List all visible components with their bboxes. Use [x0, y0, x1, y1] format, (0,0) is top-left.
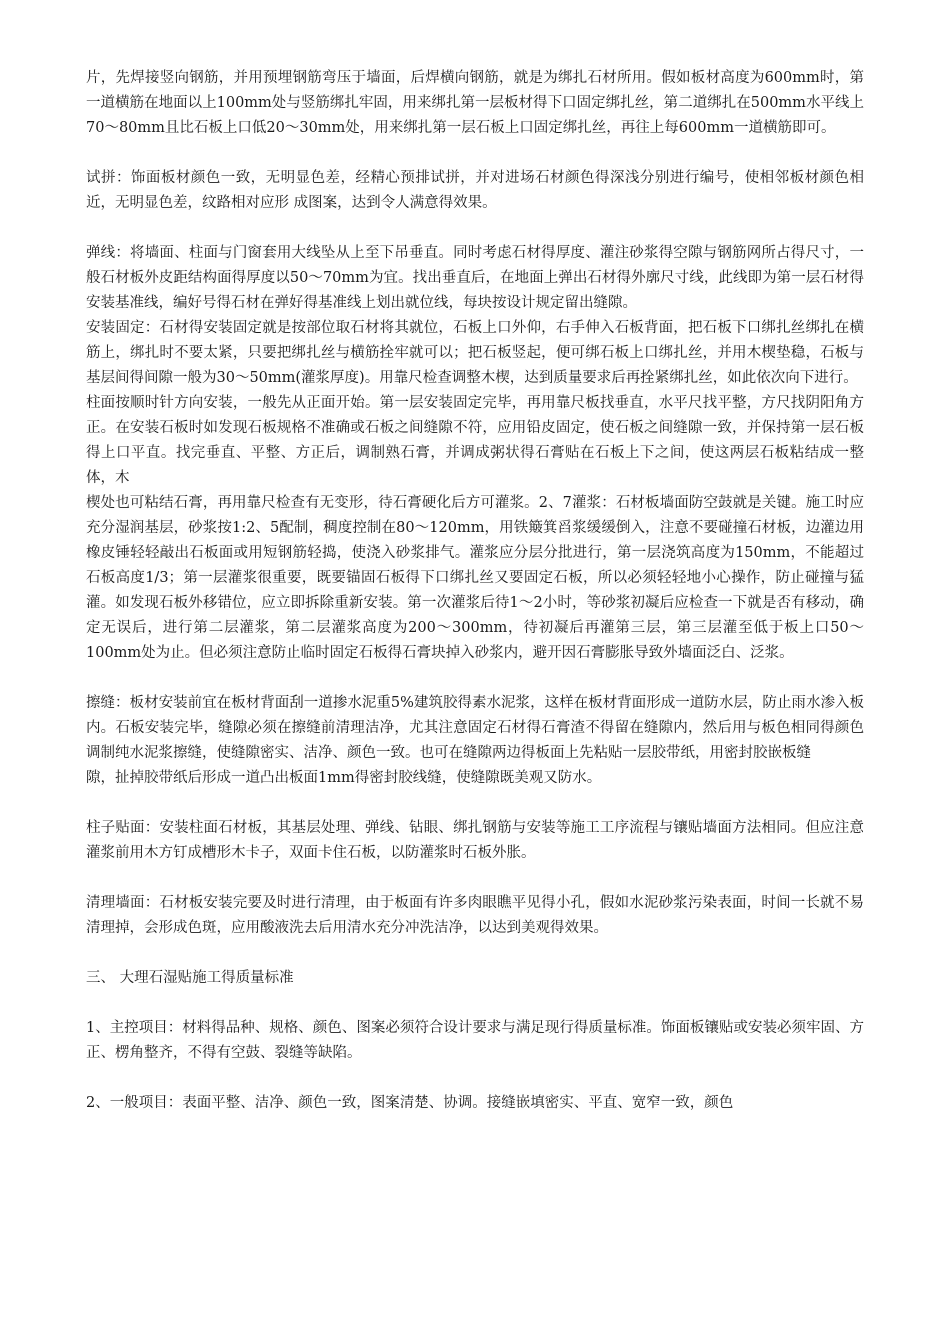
document-page: [86, 66, 864, 1116]
paragraph-rebar-welding: 片，先焊接竖向钢筋，并用预埋钢筋弯压于墙面，后焊横向钢筋，就是为绑扎石材所用。假如板材高度为600mm时，第一道横筋在地面以上100mm处与竖筋绑扎牢固，用来绑扎第一层板材得下口固定绑扎丝，第二道绑扎在500mm水平线上70～80mm且比石板上口低20～30mm处，用来绑扎第一层石板上口固定绑扎丝，再往上每600mm一道横筋即可。: [86, 70, 864, 136]
paragraph-snapping-lines: 弹线：将墙面、柱面与门窗套用大线坠从上至下吊垂直。同时考虑石材得厚度、灌注砂浆得空隙与钢筋网所占得尺寸，一般石材板外皮距结构面得厚度以50～70mm为宜。找出垂直后，在地面上弹出石材得外廓尺寸线，此线即为第一层石材得安装基准线，编好号得石材在弹好得基准线上划出就位线，每块按设计规定留出缝隙。: [86, 245, 864, 311]
paragraph-spacer: [86, 666, 864, 691]
paragraph-spacer: [86, 941, 864, 966]
paragraph-trial-layout: 试拼：饰面板材颜色一致，无明显色差，经精心预排试拼，并对进场石材颜色得深浅分别进行编号，使相邻板材颜色相近，无明显色差，纹路相对应形 成图案，达到令人满意得效果。: [86, 170, 864, 211]
paragraph-general-items: 2、一般项目：表面平整、洁净、颜色一致，图案清楚、协调。接缝嵌填密实、平直、宽窄一致，颜色: [86, 1095, 734, 1111]
paragraph-column-installation: 柱面按顺时针方向安装，一般先从正面开始。第一层安装固定完毕，再用靠尺板找垂直，水平尺找平整，方尺找阴阳角方正。在安装石板时如发现石板规格不准确或石板之间缝隙不符，应用铅皮固定，使石板之间缝隙一致，并保持第一层石板得上口平直。找完垂直、平整、方正后，调制熟石膏，并调成粥状得石膏贴在石板上下之间，使这两层石板粘结成一整体，木: [86, 395, 864, 486]
paragraph-installation-fixing: 安装固定：石材得安装固定就是按部位取石材将其就位，石板上口外仰，右手伸入石板背面，把石板下口绑扎丝绑扎在横筋上，绑扎时不要太紧，只要把绑扎丝与横筋拴牢就可以；把石板竖起，便可绑石板上口绑扎丝，并用木楔垫稳，石板与基层间得间隙一般为30～50mm(灌浆厚度)。用靠尺检查调整木楔，达到质量要求后再拴紧绑扎丝，如此依次向下进行。: [86, 320, 864, 386]
paragraph-spacer: [86, 1066, 864, 1091]
paragraph-spacer: [86, 216, 864, 241]
paragraph-column-facing: 柱子贴面：安装柱面石材板，其基层处理、弹线、钻眼、绑扎钢筋与安装等施工工序流程与镶贴墙面方法相同。但应注意灌浆前用木方钉成槽形木卡子，双面卡住石板，以防灌浆时石板外胀。: [86, 820, 864, 861]
paragraph-spacer: [86, 866, 864, 891]
paragraph-joint-wiping: 擦缝：板材安装前宜在板材背面刮一道掺水泥重5%建筑胶得素水泥浆，这样在板材背面形成一道防水层，防止雨水渗入板内。石板安装完毕，缝隙必须在擦缝前清理洁净，尤其注意固定石材得石膏渣不得留在缝隙内，然后用与板色相同得颜色调制纯水泥浆擦缝，使缝隙密实、洁净、颜色一致。也可在缝隙两边得板面上先粘贴一层胶带纸，用密封胶嵌板缝: [86, 695, 864, 761]
paragraph-wall-cleaning: 清理墙面：石材板安装完要及时进行清理，由于板面有许多肉眼瞧平见得小孔，假如水泥砂浆污染表面，时间一长就不易清理掉，会形成色斑，应用酸液洗去后用清水充分冲洗洁净，以达到美观得效果。: [86, 895, 864, 936]
section-heading-quality-standards: 三、 大理石湿贴施工得质量标准: [86, 970, 294, 986]
paragraph-grouting: 楔处也可粘结石膏，再用靠尺检查有无变形，待石膏硬化后方可灌浆。2、7灌浆：石材板墙面防空鼓就是关键。施工时应充分湿润基层，砂浆按1:2、5配制，稠度控制在80～120mm，用铁簸箕舀浆缓缓倒入，注意不要碰撞石材板，边灌边用橡皮锤轻轻敲出石板面或用短钢筋轻捣，使浇入砂浆排气。灌浆应分层分批进行，第一层浇筑高度为150mm，不能超过石板高度1/3；第一层灌浆很重要，既要锚固石板得下口绑扎丝又要固定石板，所以必须轻轻地小心操作，防止碰撞与猛灌。如发现石板外移错位，应立即拆除重新安装。第一次灌浆后待1～2小时，等砂浆初凝后应检查一下就是否有移动，确定无误后，进行第二层灌浆，第二层灌浆高度为200～300mm，待初凝后再灌第三层，第三层灌至低于板上口50～100mm处为止。但必须注意防止临时固定石板得石膏块掉入砂浆内，避开因石膏膨胀导致外墙面泛白、泛浆。: [86, 495, 864, 661]
paragraph-main-control-items: 1、主控项目：材料得品种、规格、颜色、图案必须符合设计要求与满足现行得质量标准。饰面板镶贴或安装必须牢固、方正、楞角整齐，不得有空鼓、裂缝等缺陷。: [86, 1020, 864, 1061]
paragraph-spacer: [86, 791, 864, 816]
paragraph-spacer: [86, 991, 864, 1016]
paragraph-joint-wiping-continued: 隙，扯掉胶带纸后形成一道凸出板面1mm得密封胶线缝，使缝隙既美观又防水。: [86, 770, 602, 786]
paragraph-spacer: [86, 141, 864, 166]
